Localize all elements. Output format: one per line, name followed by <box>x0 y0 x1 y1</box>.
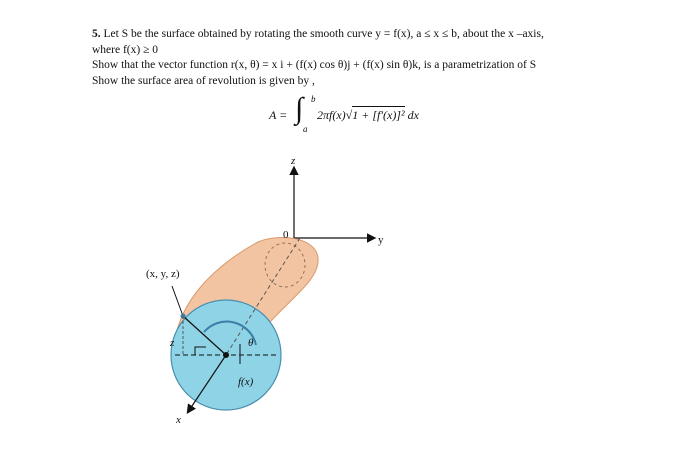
z-component-label: z <box>170 337 175 349</box>
y-axis-label: y <box>378 234 384 246</box>
sqrt-sign-icon: √ <box>345 108 353 122</box>
z-axis-label: z <box>291 155 296 167</box>
problem-number: 5. <box>92 28 101 40</box>
formula-integrand-prefix: 2πf(x) <box>317 108 346 122</box>
integral-sign-icon: ∫ <box>295 92 304 125</box>
formula-upper-limit: b <box>311 94 316 104</box>
disk-center-point <box>223 352 229 358</box>
formula-sqrt-content: 1 + [f′(x)]² <box>352 108 405 122</box>
origin-label: 0 <box>283 229 289 241</box>
radius-label: f(x) <box>238 376 254 388</box>
theta-label: θ <box>248 337 254 349</box>
problem-line-4: Show the surface area of revolution is given by , <box>92 74 315 87</box>
problem-line-3: Show that the vector function r(x, θ) = x i + (f(x) cos θ)j + (f(x) sin θ)k, is a parametrization of S <box>92 59 537 71</box>
formula-lower-limit: a <box>303 124 308 134</box>
point-label: (x, y, z) <box>146 268 180 280</box>
formula-differential: dx <box>407 108 419 122</box>
x-axis-label: x <box>176 414 181 426</box>
point-pointer-line <box>172 286 183 316</box>
problem-line-2: where f(x) ≥ 0 <box>92 43 159 56</box>
formula-lhs: A = <box>269 108 288 122</box>
problem-line-1-text: Let S be the surface obtained by rotating the smooth curve y = f(x), a ≤ x ≤ b, about the x –axis, <box>103 28 544 40</box>
